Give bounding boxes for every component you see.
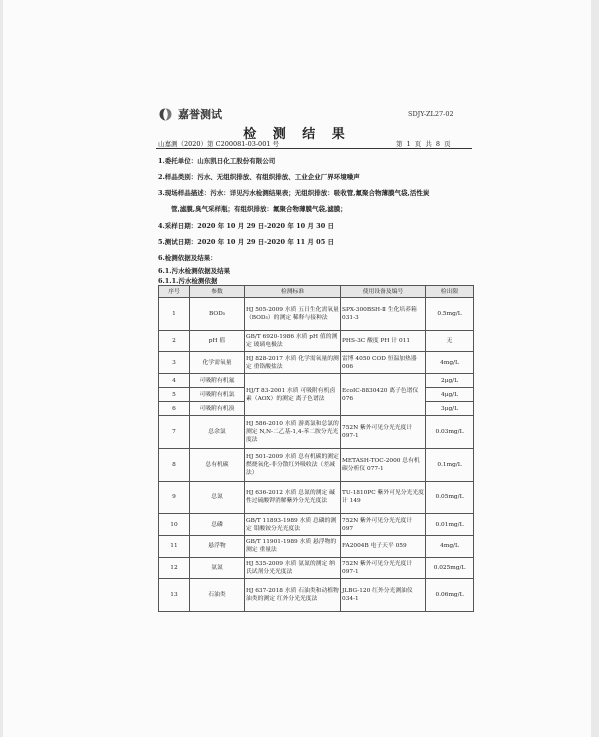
table-row bbox=[159, 481, 474, 514]
header-divider bbox=[156, 148, 472, 149]
cell-no: 7 bbox=[159, 416, 190, 449]
cell-param: 总磷 bbox=[190, 514, 245, 536]
cell-limit: 4μg/L bbox=[426, 388, 474, 402]
cell-param: 悬浮物 bbox=[190, 535, 245, 557]
cell-param: 石油类 bbox=[190, 579, 245, 612]
cell-no: 6 bbox=[159, 402, 190, 416]
table-row bbox=[159, 374, 474, 388]
cell-limit: 0.1mg/L bbox=[426, 448, 474, 481]
table-row bbox=[159, 448, 474, 481]
cell-standard: HJ 505-2009 水质 五日生化需氧量（BOD₅）的测定 稀释与接种法 bbox=[245, 298, 341, 331]
doc-code: SDJY-ZL27-02 bbox=[408, 110, 454, 118]
cell-equipment: METASH-TOC-2000 总有机碳分析仪 077-1 bbox=[341, 448, 426, 481]
info-line-client: 1.委托单位：山东凯日化工股份有限公司 bbox=[158, 157, 276, 165]
header-param: 参数 bbox=[190, 286, 245, 298]
table-header-row bbox=[159, 286, 474, 298]
cell-limit: 0.05mg/L bbox=[426, 481, 474, 514]
table-row bbox=[159, 514, 474, 536]
cell-standard: GB/T 11893-1989 水质 总磷的测定 钼酸铵分光光度法 bbox=[245, 514, 341, 536]
cell-equipment: 雷博 4050 COD 恒温加热器 006 bbox=[341, 352, 426, 374]
cell-no: 13 bbox=[159, 579, 190, 612]
cell-equipment: 752N 紫外可见分光光度计 097-1 bbox=[341, 416, 426, 449]
report-page bbox=[3, 0, 591, 737]
info-line-basis: 6.检测依据及结果： bbox=[158, 254, 217, 262]
cell-standard: HJ 636-2012 水质 总氮的测定 碱性过硫酸钾消解紫外分光光度法 bbox=[245, 481, 341, 514]
cell-no: 10 bbox=[159, 514, 190, 536]
cell-limit: 2μg/L bbox=[426, 374, 474, 388]
cell-no: 2 bbox=[159, 330, 190, 352]
header-standard: 检测标准 bbox=[245, 286, 341, 298]
cell-standard: HJ 586-2010 水质 游离氯和总氯的测定 N,N-二乙基-1,4-苯二胺分光光度法 bbox=[245, 416, 341, 449]
table-row bbox=[159, 579, 474, 612]
table-row bbox=[159, 535, 474, 557]
cell-param: 化学需氧量 bbox=[190, 352, 245, 374]
cell-no: 9 bbox=[159, 481, 190, 514]
cell-param: 可吸附有机溴 bbox=[190, 402, 245, 416]
logo-icon bbox=[158, 107, 173, 122]
page-number: 第 1 页 共 8 页 bbox=[396, 140, 451, 148]
cell-param: 氨氮 bbox=[190, 557, 245, 579]
cell-limit: 0.03mg/L bbox=[426, 416, 474, 449]
cell-limit: 0.025mg/L bbox=[426, 557, 474, 579]
cell-equipment: TU-1810PC 紫外可见分光光度计 149 bbox=[341, 481, 426, 514]
cell-param: BOD₅ bbox=[190, 298, 245, 331]
cell-no: 3 bbox=[159, 352, 190, 374]
cell-param: 总氮 bbox=[190, 481, 245, 514]
water-test-basis-table bbox=[158, 285, 474, 612]
cell-equipment: SPX-300BSH-Ⅱ 生化培养箱 031-3 bbox=[341, 298, 426, 331]
cell-standard: GB/T 6920-1986 水质 pH 值的测定 玻璃电极法 bbox=[245, 330, 341, 352]
page-title: 检 测 结 果 bbox=[243, 127, 351, 142]
cell-limit: 无 bbox=[426, 330, 474, 352]
cell-standard: HJ/T 83-2001 水质 可吸附有机卤素（AOX）的测定 离子色谱法 bbox=[245, 374, 341, 416]
header-equipment: 使用设备及编号 bbox=[341, 286, 426, 298]
cell-equipment: EcoIC-8830420 离子色谱仪 076 bbox=[341, 374, 426, 416]
cell-equipment: 752N 紫外可见分光光度计 097 bbox=[341, 514, 426, 536]
cell-no: 8 bbox=[159, 448, 190, 481]
cell-standard: GB/T 11901-1989 水质 悬浮物的测定 重量法 bbox=[245, 535, 341, 557]
cell-no: 12 bbox=[159, 557, 190, 579]
cell-equipment: JLBG-120 红外分光测油仪 034-1 bbox=[341, 579, 426, 612]
cell-standard: HJ 501-2009 水质 总有机碳的测定 燃烧氧化-非分散红外吸收法（差减法） bbox=[245, 448, 341, 481]
report-reference: 山嘉测（2020）第 C200081-03-001 号 bbox=[158, 140, 280, 148]
cell-equipment: PHS-3C 酸度 PH 计 011 bbox=[341, 330, 426, 352]
cell-limit: 4mg/L bbox=[426, 535, 474, 557]
table-row bbox=[159, 557, 474, 579]
cell-param: pH 值 bbox=[190, 330, 245, 352]
cell-param: 可吸附有机氟 bbox=[190, 374, 245, 388]
cell-param: 可吸附有机氯 bbox=[190, 388, 245, 402]
cell-equipment: FA2004B 电子天平 059 bbox=[341, 535, 426, 557]
cell-limit: 0.06mg/L bbox=[426, 579, 474, 612]
cell-no: 1 bbox=[159, 298, 190, 331]
cell-no: 5 bbox=[159, 388, 190, 402]
header-limit: 检出限 bbox=[426, 286, 474, 298]
info-line-sample-desc-cont: 管,滤膜,臭气采样瓶；有组织排放：氟聚合物薄膜气袋,滤膜； bbox=[171, 205, 347, 213]
info-line-test-date: 5.测试日期：2020 年 10 月 29 日-2020 年 11 月 05 日 bbox=[158, 238, 334, 246]
info-line-sampling-date: 4.采样日期：2020 年 10 月 29 日-2020 年 10 月 30 日 bbox=[158, 222, 334, 230]
cell-param: 总余氯 bbox=[190, 416, 245, 449]
table-row bbox=[159, 416, 474, 449]
cell-limit: 3μg/L bbox=[426, 402, 474, 416]
info-line-sample-type: 2.样品类别：污水、无组织排放、有组织排放、工业企业厂界环境噪声 bbox=[158, 173, 360, 181]
table-row bbox=[159, 298, 474, 331]
info-line-sample-desc: 3.现场样品描述：污水：详见污水检测结果表；无组织排放：吸收管,氟聚合物薄膜气袋,活性炭 bbox=[158, 189, 430, 197]
cell-standard: HJ 637-2018 水质 石油类和动植物油类的测定 红外分光光度法 bbox=[245, 579, 341, 612]
cell-standard: HJ 828-2017 水质 化学需氧量的测定 重铬酸盐法 bbox=[245, 352, 341, 374]
cell-param: 总有机碳 bbox=[190, 448, 245, 481]
cell-standard: HJ 535-2009 水质 氨氮的测定 纳氏试剂分光光度法 bbox=[245, 557, 341, 579]
cell-no: 4 bbox=[159, 374, 190, 388]
cell-limit: 0.5mg/L bbox=[426, 298, 474, 331]
company-logo bbox=[158, 106, 222, 122]
subsection-heading: 6.1.1.污水检测依据 bbox=[158, 277, 218, 285]
cell-limit: 0.01mg/L bbox=[426, 514, 474, 536]
header-no: 序号 bbox=[159, 286, 190, 298]
cell-limit: 4mg/L bbox=[426, 352, 474, 374]
table-row bbox=[159, 352, 474, 374]
logo-text: 嘉誉测试 bbox=[178, 108, 222, 121]
table-row bbox=[159, 330, 474, 352]
section-heading: 6.1.污水检测依据及结果 bbox=[158, 267, 231, 275]
cell-no: 11 bbox=[159, 535, 190, 557]
cell-equipment: 752N 紫外可见分光光度计 097-1 bbox=[341, 557, 426, 579]
